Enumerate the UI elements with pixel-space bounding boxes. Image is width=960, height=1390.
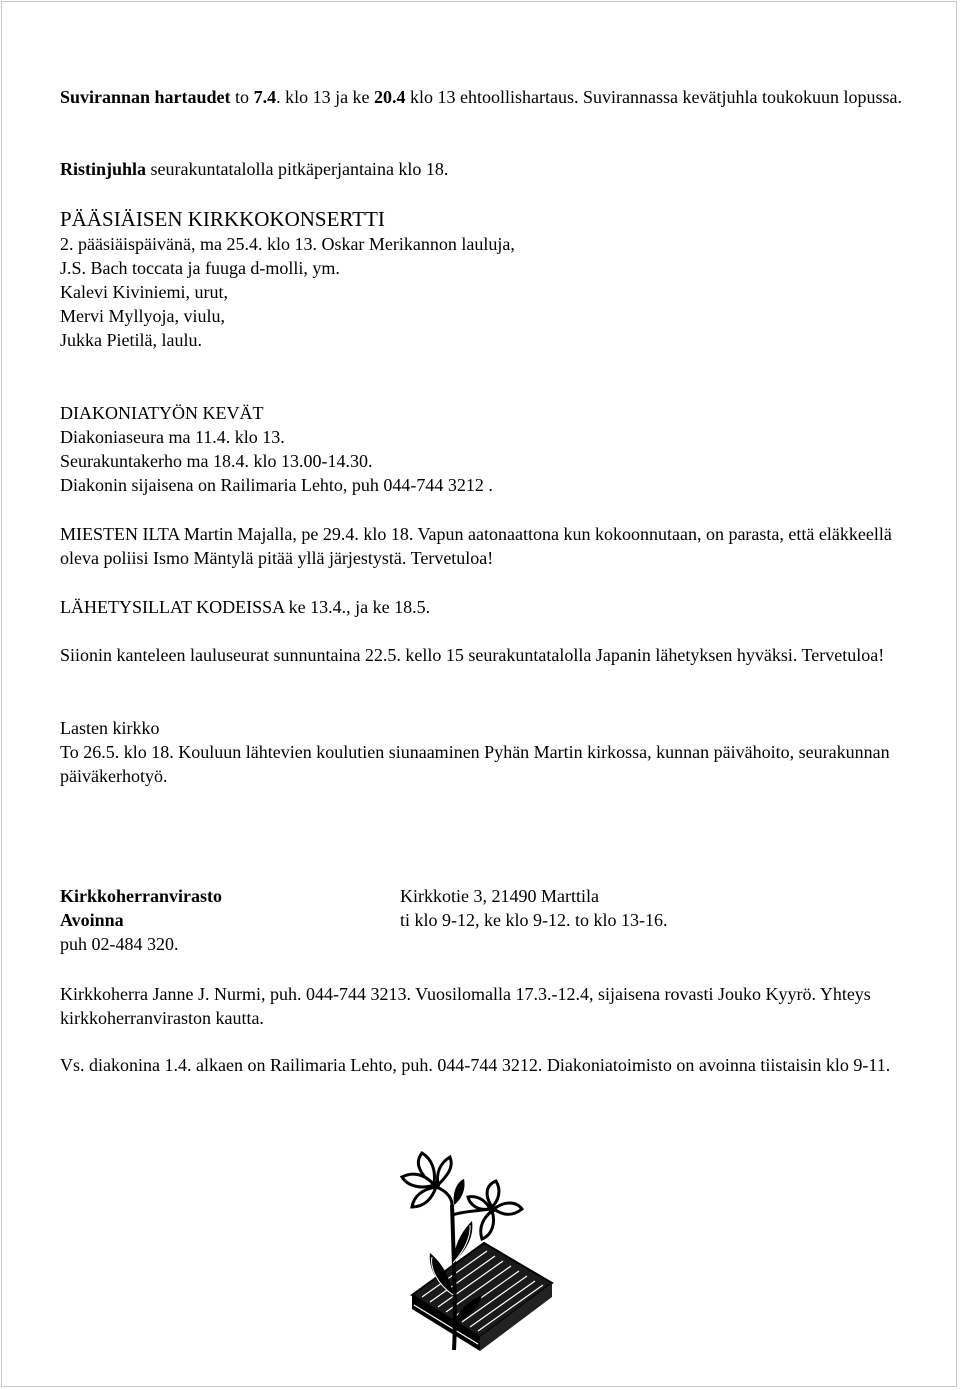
vs-diakonina-paragraph: Vs. diakonina 1.4. alkaen on Railimaria Lehto, puh. 044-744 3212. Diakoniatoimisto on avoinna tiistaisin klo 9-11. bbox=[60, 1055, 891, 1075]
suvirannan-paragraph bbox=[60, 85, 910, 109]
diakonia-line: Diakonin sijaisena on Railimaria Lehto, puh 044-744 3212 . bbox=[60, 475, 493, 495]
suvirannan-title: Suvirannan hartaudet bbox=[60, 87, 231, 107]
konsertti-title: PÄÄSIÄISEN KIRKKOKONSERTTI bbox=[60, 207, 385, 231]
office-address: Kirkkotie 3, 21490 Marttila bbox=[400, 886, 599, 906]
ristinjuhla-paragraph bbox=[60, 157, 910, 181]
konsertti-section bbox=[60, 206, 910, 352]
konsertti-line: Mervi Myllyoja, viulu, bbox=[60, 306, 225, 326]
lasten-kirkko-section bbox=[60, 716, 910, 788]
konsertti-line: 2. pääsiäispäivänä, ma 25.4. klo 13. Oskar Merikannon lauluja, bbox=[60, 234, 515, 254]
office-hours: ti klo 9-12, ke klo 9-12. to klo 13-16. bbox=[400, 910, 668, 930]
office-name: Kirkkoherranvirasto bbox=[60, 886, 222, 906]
siionin-paragraph: Siionin kanteleen lauluseurat sunnuntaina 22.5. kello 15 seurakuntatalolla Japanin lähetyksen hyväksi. Tervetuloa! bbox=[60, 645, 885, 665]
diakonia-line: Diakoniaseura ma 11.4. klo 13. bbox=[60, 427, 285, 447]
suvirannan-text-1: to bbox=[230, 87, 254, 107]
suvirannan-text-2: . klo 13 ja ke bbox=[276, 87, 375, 107]
office-info bbox=[60, 884, 910, 956]
book-with-lily-illustration bbox=[392, 1145, 554, 1355]
diakonia-title: DIAKONIATYÖN KEVÄT bbox=[60, 403, 264, 423]
suvirannan-date-2: 20.4 bbox=[374, 87, 406, 107]
suvirannan-date-1: 7.4 bbox=[253, 87, 277, 107]
suvirannan-text-3: klo 13 ehtoollishartaus. Suvirannassa kevätjuhla toukokuun lopussa. bbox=[405, 87, 902, 107]
diakonia-section bbox=[60, 401, 910, 497]
diakonia-line: Seurakuntakerho ma 18.4. klo 13.00-14.30. bbox=[60, 451, 373, 471]
ristinjuhla-text: seurakuntatalolla pitkäperjantaina klo 18. bbox=[146, 159, 449, 179]
miesten-ilta-paragraph: MIESTEN ILTA Martin Majalla, pe 29.4. klo 18. Vapun aatonaattona kun kokoonnutaan, on parasta, että eläkkeellä oleva poliisi Ismo Mäntylä pitää yllä järjestystä. Tervetuloa! bbox=[60, 524, 892, 568]
office-row-name bbox=[60, 884, 910, 908]
ristinjuhla-title: Ristinjuhla bbox=[60, 159, 147, 179]
konsertti-line: J.S. Bach toccata ja fuuga d-molli, ym. bbox=[60, 258, 340, 278]
lahetysillat-paragraph: LÄHETYSILLAT KODEISSA ke 13.4., ja ke 18.5. bbox=[60, 597, 431, 617]
office-phone: puh 02-484 320. bbox=[60, 934, 179, 954]
office-row-hours bbox=[60, 908, 910, 932]
lasten-kirkko-title: Lasten kirkko bbox=[60, 718, 160, 738]
office-hours-label: Avoinna bbox=[60, 910, 124, 930]
kirkkoherra-paragraph: Kirkkoherra Janne J. Nurmi, puh. 044-744 3213. Vuosilomalla 17.3.-12.4, sijaisena rovasti Jouko Kyyrö. Yhteys kirkkoherranviraston kautta. bbox=[60, 984, 871, 1028]
lasten-kirkko-text: To 26.5. klo 18. Kouluun lähtevien koulutien siunaaminen Pyhän Martin kirkossa, kunnan päivähoito, seurakunnan päiväkerhotyö. bbox=[60, 742, 890, 786]
konsertti-line: Kalevi Kiviniemi, urut, bbox=[60, 282, 228, 302]
konsertti-line: Jukka Pietilä, laulu. bbox=[60, 330, 202, 350]
